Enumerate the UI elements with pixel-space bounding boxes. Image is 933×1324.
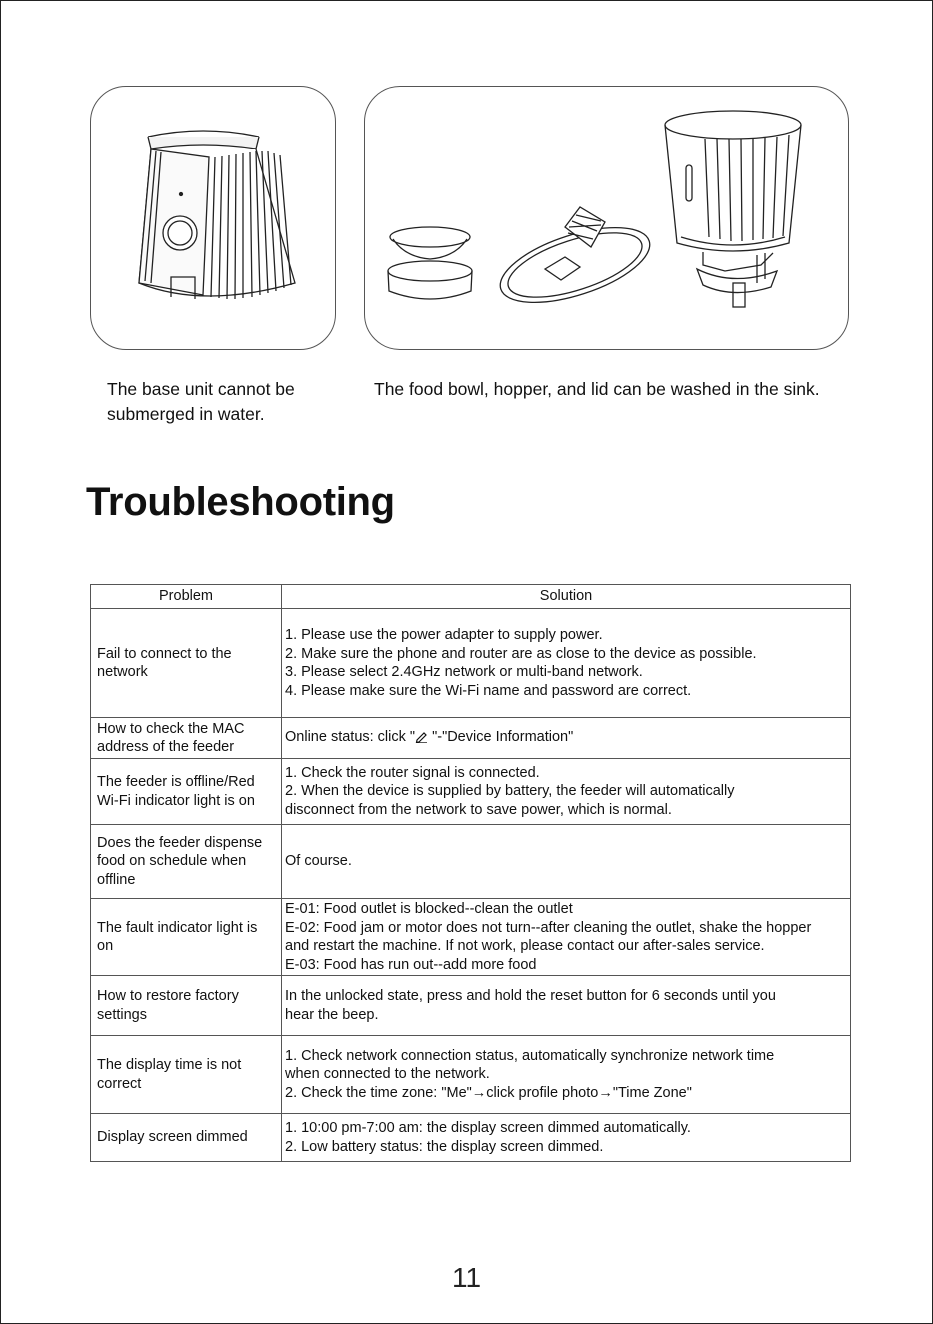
table-header-row [91, 585, 851, 609]
solution-line: 2. Check the time zone: "Me"→click profile photo→"Time Zone" [285, 1084, 692, 1101]
solution-text-after-icon: "-"Device Information" [428, 728, 574, 745]
table-row [91, 718, 851, 759]
problem-cell: Fail to connect to the network [91, 609, 282, 718]
solution-line: In the unlocked state, press and hold the reset button for 6 seconds until you [285, 988, 776, 1004]
table-row [91, 1036, 851, 1114]
header-solution: Solution [282, 585, 851, 609]
table-row [91, 609, 851, 718]
solution-line: Of course. [285, 853, 352, 870]
solution-cell [282, 1114, 851, 1162]
solution-line: 1. 10:00 pm-7:00 am: the display screen dimmed automatically. [285, 1120, 691, 1136]
problem-cell: How to check the MAC address of the feeder [91, 718, 282, 759]
solution-cell [282, 825, 851, 899]
problem-cell: The display time is not correct [91, 1036, 282, 1114]
solution-cell [282, 609, 851, 718]
solution-text-before-icon: Online status: click " [285, 728, 416, 745]
header-problem: Problem [91, 585, 282, 609]
solution-cell [282, 718, 851, 759]
problem-cell: Display screen dimmed [91, 1114, 282, 1162]
problem-cell: The feeder is offline/Red Wi-Fi indicator light is on [91, 759, 282, 825]
base-unit-illustration-panel [90, 86, 336, 350]
table-row [91, 1114, 851, 1162]
solution-line: 4. Please make sure the Wi-Fi name and password are correct. [285, 682, 692, 699]
section-title: Troubleshooting [86, 480, 395, 524]
solution-line: 2. Low battery status: the display screen dimmed. [285, 1138, 604, 1155]
solution-cell [282, 1036, 851, 1114]
solution-line: 3. Please select 2.4GHz network or multi-band network. [285, 664, 643, 680]
solution-line: 1. Please use the power adapter to supply power. [285, 627, 603, 643]
base-unit-caption: The base unit cannot be submerged in water. [107, 379, 295, 424]
solution-line: disconnect from the network to save power, which is normal. [285, 801, 672, 818]
solution-line: hear the beep. [285, 1006, 379, 1023]
solution-line: E-01: Food outlet is blocked--clean the outlet [285, 901, 573, 917]
pencil-icon [415, 730, 428, 749]
table-row [91, 759, 851, 825]
page-number: 11 [451, 1262, 482, 1293]
table-row [91, 899, 851, 976]
base-unit-illustration [91, 87, 335, 349]
problem-cell: Does the feeder dispense food on schedule when offline [91, 825, 282, 899]
table-row [91, 976, 851, 1036]
solution-cell [282, 759, 851, 825]
solution-cell [282, 899, 851, 976]
solution-line: 1. Check network connection status, automatically synchronize network time [285, 1047, 775, 1064]
solution-line: E-03: Food has run out--add more food [285, 956, 537, 973]
problem-cell: The fault indicator light is on [91, 899, 282, 976]
solution-line: 1. Check the router signal is connected. [285, 764, 540, 781]
solution-cell [282, 976, 851, 1036]
solution-line: when connected to the network. [285, 1066, 490, 1083]
solution-line: 2. When the device is supplied by battery, the feeder will automatically [285, 783, 735, 800]
solution-line: and restart the machine. If not work, please contact our after-sales service. [285, 938, 765, 954]
solution-line: E-02: Food jam or motor does not turn--after cleaning the outlet, shake the hopper [285, 919, 812, 936]
solution-line: 2. Make sure the phone and router are as close to the device as possible. [285, 645, 757, 662]
washable-parts-caption: The food bowl, hopper, and lid can be washed in the sink. [374, 379, 820, 399]
washable-parts-illustration-panel [364, 86, 849, 350]
problem-cell: How to restore factory settings [91, 976, 282, 1036]
troubleshooting-table [90, 584, 851, 1162]
washable-parts-illustration [365, 87, 848, 349]
table-row [91, 825, 851, 899]
